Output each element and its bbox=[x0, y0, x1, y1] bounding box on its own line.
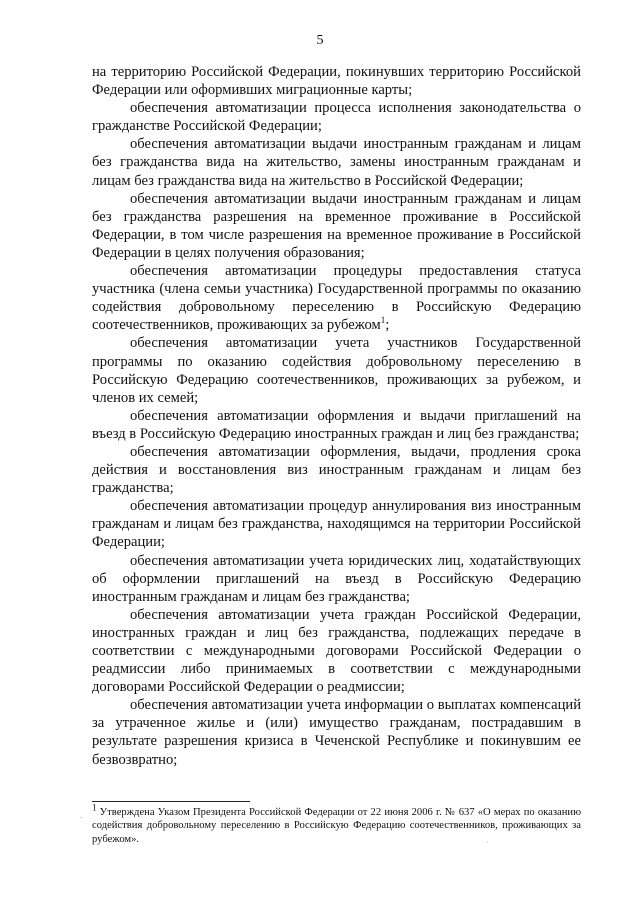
footnote-mark: 1 bbox=[92, 802, 97, 813]
paragraph-text: обеспечения автоматизации процедуры предоставления статуса участника (члена семьи участника) Государственной программы по оказанию содействия добровольному переселению в Российскую Федерацию соотечественников, проживающих за рубежом bbox=[92, 263, 581, 334]
paragraph: обеспечения автоматизации процедур аннулирования виз иностранным гражданам и лицам без гражданства, находящимся на территории Российской Федерации; bbox=[92, 498, 581, 551]
paragraph-with-footnote-ref bbox=[92, 262, 581, 334]
paragraph-tail: ; bbox=[385, 317, 390, 334]
footnote-body: Утверждена Указом Президента Российской Федерации от 22 июня 2006 г. № 637 «О мерах по оказанию содействия добровольному переселению в Российскую Федерацию соотечественников, проживающих за рубежом». bbox=[92, 807, 581, 845]
scan-artifact-mark: ˋ bbox=[80, 816, 83, 825]
page-number: 5 bbox=[316, 33, 324, 48]
paragraph: на территорию Российской Федерации, покинувших территорию Российской Федерации или оформивших миграционные карты; bbox=[92, 64, 581, 99]
paragraph: обеспечения автоматизации выдачи иностранным гражданам и лицам без гражданства разрешения на временное проживание в Российской Федерации, в том числе разрешения на временное проживание в Российской Федерации в целях получения образования; bbox=[92, 190, 581, 261]
paragraph: обеспечения автоматизации учета юридических лиц, ходатайствующих об оформлении приглашений на въезд в Российскую Федерацию иностранным гражданам и лицам без гражданства; bbox=[92, 552, 581, 605]
paragraph: обеспечения автоматизации оформления, выдачи, продления срока действия и восстановления виз иностранным гражданам и лицам без гражданства; bbox=[92, 443, 581, 497]
document-body bbox=[92, 63, 581, 769]
paragraph: обеспечения автоматизации оформления и выдачи приглашений на въезд в Российскую Федерацию иностранных граждан и лиц без гражданства; bbox=[92, 407, 581, 442]
footnote-reference[interactable]: 1 bbox=[380, 315, 386, 326]
footnote bbox=[92, 802, 581, 846]
paragraph: обеспечения автоматизации учета граждан Российской Федерации, иностранных граждан и лиц без гражданства, подлежащих передаче в соответствии с международными договорами Российской Федерации о реадмиссии либо принимаемых в соответствии с международными договорами Российской Федерации о реадмиссии; bbox=[92, 606, 581, 696]
paragraph: обеспечения автоматизации выдачи иностранным гражданам и лицам без гражданства вида на жительство, замены иностранным гражданам и лицам без гражданства вида на жительство в Российской Федерации; bbox=[92, 136, 581, 189]
paragraph: обеспечения автоматизации учета участников Государственной программы по оказанию содействия добровольному переселению в Российскую Федерацию соотечественников, проживающих за рубежом, и членов их семей; bbox=[92, 335, 581, 406]
paragraph: обеспечения автоматизации процесса исполнения законодательства о гражданстве Российской Федерации; bbox=[92, 100, 581, 135]
footnote-text bbox=[92, 802, 581, 846]
paragraph: обеспечения автоматизации учета информации о выплатах компенсаций за утраченное жилье и (или) имущество гражданам, пострадавшим в результате разрешения кризиса в Чеченской Республике и покинувшим ее безвозвратно; bbox=[92, 697, 581, 768]
scan-artifact-mark: ˈ bbox=[486, 840, 489, 849]
footnote-divider bbox=[92, 801, 250, 802]
